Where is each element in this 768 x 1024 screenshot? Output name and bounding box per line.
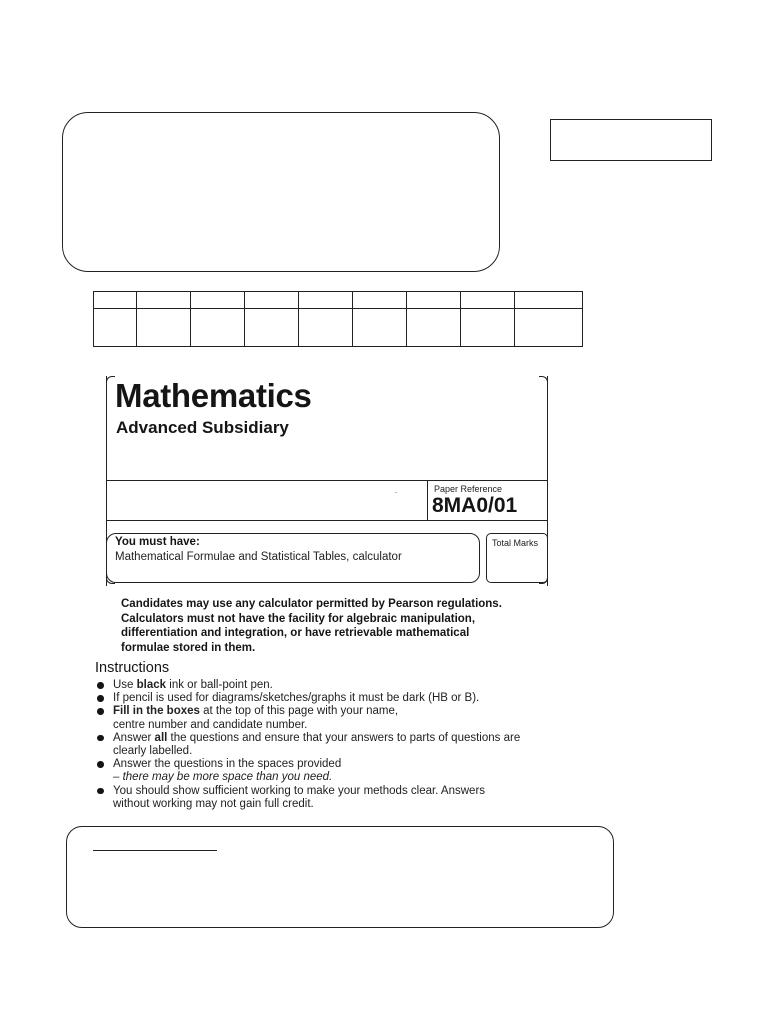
information-box [66,826,614,928]
instruction-emphasis: black [136,679,167,691]
subject-subtitle: Advanced Subsidiary [116,418,289,437]
candidate-number-grid [93,291,583,347]
grid-entry-cell[interactable] [299,309,353,347]
grid-cell [353,292,407,309]
instruction-text: Answer [113,731,155,744]
instruction-text: If pencil is used for diagrams/sketches/graphs it must be dark (HB or B). [113,692,480,705]
instruction-text: without working may not gain full credit. [113,797,314,810]
instruction-item [95,692,565,705]
subject-title: Mathematics [115,377,312,414]
instruction-text: clearly labelled. [113,745,193,758]
instruction-emphasis: all [154,731,168,744]
divider [106,520,548,521]
frame-corner [106,376,115,385]
grid-entry-cell[interactable] [94,309,137,347]
instruction-text: at the top of this page with your name, [199,705,399,718]
grid-entry-cell[interactable] [245,309,299,347]
instructions-list [95,679,565,811]
paper-reference-label: Paper Reference [434,484,503,494]
must-have-text: Mathematical Formulae and Statistical Tables, calculator [115,551,402,563]
paper-reference-code: 8MA0/01 [432,494,518,517]
instruction-text: ink or ball-point pen. [166,679,273,691]
frame-corner [539,376,548,385]
instruction-text: Answer the questions in the spaces provided [113,758,342,771]
instruction-item [95,679,565,692]
divider [106,480,548,481]
calculator-note-line: Calculators must not have the facility for algebraic manipulation, [121,612,476,625]
instruction-item [95,758,565,784]
grid-entry-cell[interactable] [515,309,583,347]
grid-entry-row [94,309,583,347]
instruction-text: Use [113,679,137,691]
instruction-item [95,705,565,731]
candidate-name-box[interactable] [62,112,500,272]
grid-cell [461,292,515,309]
calculator-note-line: differentiation and integration, or have retrievable mathematical [121,627,470,639]
divider [427,480,428,520]
information-heading-line [93,850,217,851]
instruction-item [95,785,565,811]
reference-box[interactable] [550,119,712,161]
grid-cell [137,292,191,309]
grid-cell [407,292,461,309]
grid-entry-cell[interactable] [407,309,461,347]
grid-cell [191,292,245,309]
instruction-emphasis: Fill in the boxes [113,705,200,718]
instruction-item [95,732,565,758]
grid-entry-cell[interactable] [137,309,191,347]
grid-header-row [94,292,583,309]
grid-cell [94,292,137,309]
instruction-text: You should show sufficient working to make your methods clear. Answers [113,784,486,797]
dot-mark: . [395,486,398,495]
grid-cell [515,292,583,309]
grid-entry-cell[interactable] [353,309,407,347]
instructions-heading: Instructions [95,660,170,676]
calculator-note [121,597,561,655]
must-have-title: You must have: [115,536,200,548]
grid-entry-cell[interactable] [461,309,515,347]
instruction-text: centre number and candidate number. [113,718,308,731]
grid-entry-cell[interactable] [191,309,245,347]
grid-cell [245,292,299,309]
grid-cell [299,292,353,309]
instruction-text: the questions and ensure that your answers to parts of questions are [167,731,521,744]
calculator-note-line: formulae stored in them. [121,641,256,654]
total-marks-label: Total Marks [492,538,539,548]
instruction-text: – there may be more space than you need. [113,771,333,784]
calculator-note-line: Candidates may use any calculator permitted by Pearson regulations. [121,598,502,610]
